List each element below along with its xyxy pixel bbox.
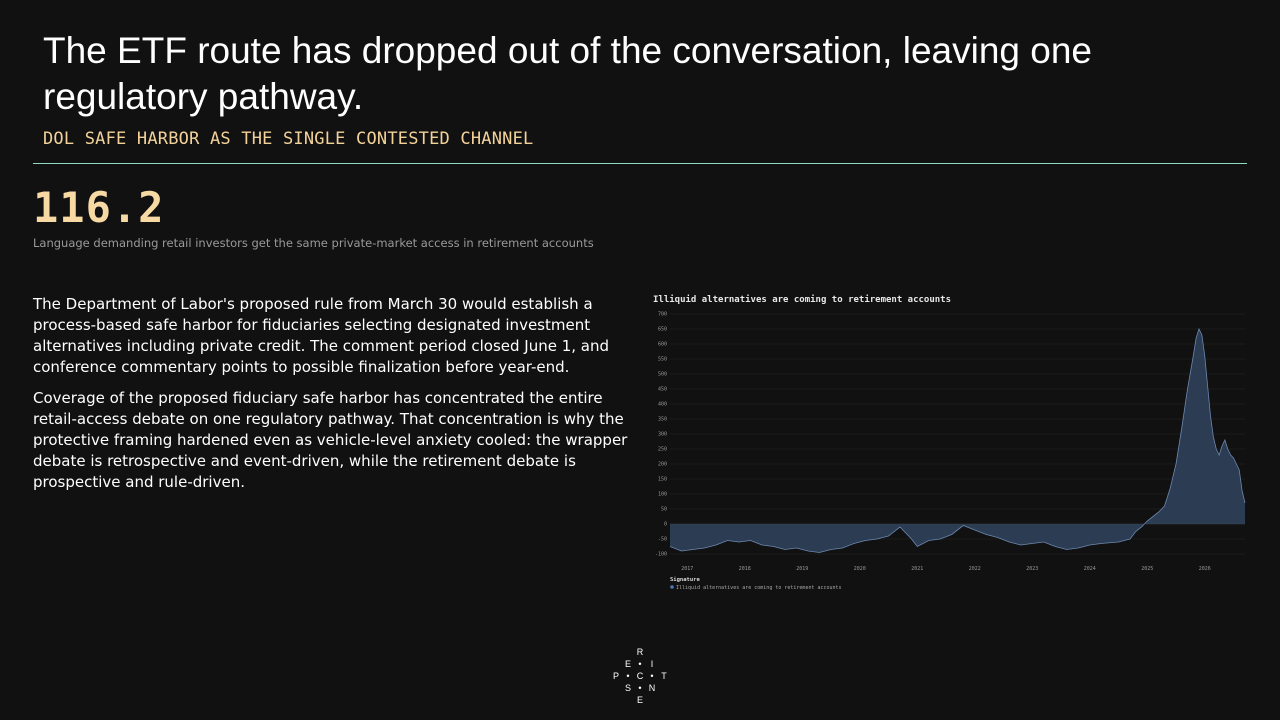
- y-tick-label: 100: [657, 491, 667, 498]
- y-tick-label: 50: [660, 506, 667, 513]
- x-tick-label: 2026: [1198, 566, 1211, 572]
- body-paragraph-2: Coverage of the proposed fiduciary safe harbor has concentrated the entire retail-access debate on one regulatory pathway. That concentration is why the protective framing hardened even as vehicle-level anxiety cooled: the wrapper debate is retrospective and event-driven, while the retirement debate is prospective and rule-driven.: [33, 389, 628, 491]
- y-axis: [655, 312, 667, 558]
- y-tick-label: 700: [657, 311, 667, 318]
- series-area: [670, 329, 1245, 553]
- legend-item: Illiquid alternatives are coming to retirement accounts: [676, 585, 842, 591]
- slide-title: The ETF route has dropped out of the conversation, leaving one regulatory pathway.: [43, 30, 1092, 117]
- logo-letter: P: [612, 671, 619, 681]
- logo-letter: T: [661, 671, 667, 681]
- y-tick-label: 650: [657, 326, 667, 333]
- y-tick-label: -100: [654, 551, 667, 558]
- x-tick-label: 2023: [1026, 566, 1039, 572]
- y-tick-label: 250: [657, 446, 667, 453]
- chart-svg: [650, 290, 1250, 595]
- logo-dot: •: [638, 683, 642, 693]
- y-tick-label: 400: [657, 401, 667, 408]
- logo-letter: I: [650, 659, 654, 669]
- y-tick-label: 550: [657, 356, 667, 363]
- chart-legend: [670, 577, 842, 591]
- logo-letter: S: [624, 683, 631, 693]
- y-tick-label: 300: [657, 431, 667, 438]
- y-tick-label: 150: [657, 476, 667, 483]
- logo-letter: R: [636, 647, 644, 657]
- y-tick-label: 450: [657, 386, 667, 393]
- x-tick-label: 2022: [968, 566, 981, 572]
- logo-dot: •: [626, 671, 630, 681]
- logo: [610, 645, 670, 705]
- metric-value: 116.2: [33, 183, 165, 232]
- x-tick-label: 2017: [681, 566, 694, 572]
- y-tick-label: 350: [657, 416, 667, 423]
- header-divider: [33, 163, 1247, 164]
- logo-dot: •: [638, 659, 642, 669]
- x-tick-label: 2018: [738, 566, 751, 572]
- x-tick-label: 2021: [911, 566, 924, 572]
- body-paragraph-1: The Department of Labor's proposed rule from March 30 would establish a process-based safe harbor for fiduciaries selecting designated investment alternatives including private credit. The comment period closed June 1, and conference commentary points to possible finalization before year-end.: [33, 295, 610, 376]
- y-tick-label: -50: [657, 536, 667, 543]
- metric-label: Language demanding retail investors get the same private-market access in retirement accounts: [33, 236, 594, 250]
- chart: [650, 290, 1250, 595]
- x-tick-label: 2024: [1083, 566, 1096, 572]
- logo-letter: E: [624, 659, 631, 669]
- chart-title: Illiquid alternatives are coming to retirement accounts: [653, 295, 952, 305]
- y-tick-label: 0: [663, 521, 667, 528]
- x-tick-label: 2025: [1141, 566, 1154, 572]
- logo-letter: E: [636, 695, 643, 705]
- legend-marker: [670, 585, 674, 589]
- body-text: [33, 294, 633, 503]
- y-tick-label: 200: [657, 461, 667, 468]
- logo-dot: •: [650, 671, 654, 681]
- logo-letter: N: [648, 683, 656, 693]
- slide-subtitle: DOL SAFE HARBOR AS THE SINGLE CONTESTED CHANNEL: [43, 129, 534, 149]
- logo-letter: C: [636, 671, 644, 681]
- y-tick-label: 600: [657, 341, 667, 348]
- legend-title: Signature: [670, 577, 700, 583]
- y-tick-label: 500: [657, 371, 667, 378]
- x-tick-label: 2020: [853, 566, 866, 572]
- x-tick-label: 2019: [796, 566, 809, 572]
- x-axis: [681, 566, 1211, 572]
